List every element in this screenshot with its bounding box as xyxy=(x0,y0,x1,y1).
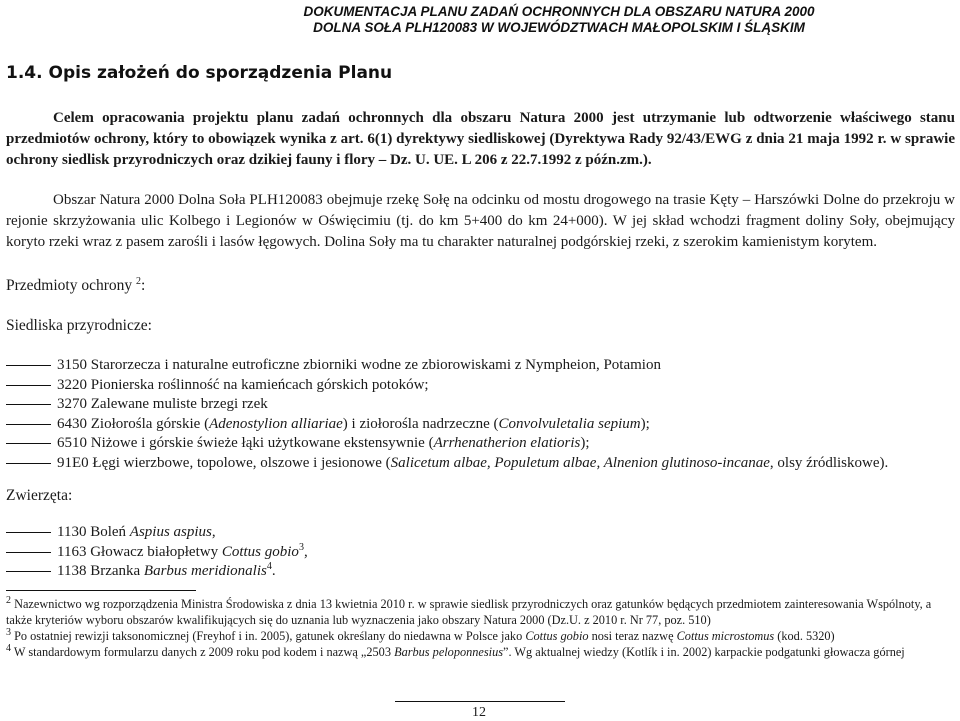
footnote-text: W standardowym formularzu danych z 2009 roku pod kodem i nazwą „2503 xyxy=(13,645,395,659)
list-item xyxy=(6,415,888,435)
list-item xyxy=(6,395,888,415)
habitat-text: 3270 Zalewane muliste brzegi rzek xyxy=(57,396,268,412)
header-line-1: DOKUMENTACJA PLANU ZADAŃ OCHRONNYCH DLA OBSZARU NATURA 2000 xyxy=(303,4,815,19)
dash-bullet xyxy=(6,365,51,366)
footnote-ref-4[interactable]: 4 xyxy=(266,561,272,572)
dash-bullet xyxy=(6,443,51,444)
species-text: 1130 Boleń xyxy=(57,524,130,540)
species-latin-name: Cottus gobio xyxy=(221,543,299,560)
footnote-latin-name: Cottus microstomus xyxy=(676,629,775,643)
habitat-text: ); xyxy=(640,415,650,432)
footnote-separator xyxy=(6,590,196,591)
footnote-4 xyxy=(6,642,956,661)
page-number: 12 xyxy=(472,705,486,720)
footnote-2 xyxy=(6,594,956,628)
dash-bullet xyxy=(6,385,51,386)
footnote-latin-name: Barbus peloponnesius xyxy=(394,645,504,659)
subjects-heading xyxy=(6,277,145,295)
list-item xyxy=(6,562,308,582)
footnote-number: 2 xyxy=(6,594,11,606)
habitat-text: , olsy źródliskowe). xyxy=(769,454,889,471)
dash-bullet xyxy=(6,463,51,464)
species-text: 1138 Brzanka xyxy=(57,563,144,579)
footnote-latin-name: Cottus gobio xyxy=(525,629,589,643)
dash-bullet xyxy=(6,552,51,553)
species-text: , xyxy=(303,543,308,560)
list-item xyxy=(6,454,888,474)
species-latin-name: Barbus meridionalis xyxy=(143,563,267,579)
species-text: , xyxy=(211,524,216,540)
dash-bullet xyxy=(6,404,51,405)
header-line-2: DOLNA SOŁA PLH120083 W WOJEWÓDZTWACH MAŁOPOLSKIM I ŚLĄSKIM xyxy=(313,20,805,35)
footnote-number: 3 xyxy=(6,626,11,638)
species-text: . xyxy=(271,563,276,579)
footnote-text: Po ostatniej rewizji taksonomicznej (Freyhof i in. 2005), gatunek określany do niedawna w Polsce jako xyxy=(14,629,526,643)
species-text: 1163 Głowacz białopłetwy xyxy=(57,543,222,560)
footnote-ref-3[interactable]: 3 xyxy=(298,541,304,553)
footnote-3 xyxy=(6,626,956,645)
running-header xyxy=(179,4,939,36)
habitats-heading: Siedliska przyrodnicze: xyxy=(6,317,152,334)
dash-bullet xyxy=(6,571,51,572)
page-number-rule xyxy=(395,701,565,702)
list-item xyxy=(6,543,308,563)
footnote-ref-2[interactable]: 2 xyxy=(136,275,142,287)
habitats-list xyxy=(6,356,888,473)
list-item xyxy=(6,356,888,376)
footnote-number: 4 xyxy=(6,642,11,654)
footnote-text: nosi teraz nazwę xyxy=(588,629,677,643)
area-description-paragraph: Obszar Natura 2000 Dolna Soła PLH120083 obejmuje rzekę Sołę na odcinku od mostu drogowego na trasie Kęty – Harszówki Dolne do przekroju w rejonie skrzyżowania ulic Kolbego i Legionów w Oświęcimiu (tj. do km 5+400 do km 24+000). W jej skład wchodzi fragment doliny Soły, obejmujący koryto rzeki wraz z pasem zarośli i lasów łęgowych. Dolina Soły ma tu charakter naturalnej podgórskiej rzeki, z szerokim kamienistym korytem. xyxy=(6,192,955,250)
subjects-colon: : xyxy=(141,277,146,294)
list-item xyxy=(6,434,888,454)
habitat-text: 3220 Pionierska roślinność na kamieńcach górskich potoków; xyxy=(57,376,429,393)
habitat-latin-name: Arrhenatherion elatioris xyxy=(433,435,581,451)
list-item xyxy=(6,376,888,396)
footnote-text: ”. Wg aktualnej wiedzy (Kotlík i in. 2002) karpackie podgatunki głowacza górnej xyxy=(503,645,905,659)
habitat-latin-name: Adenostylion alliariae xyxy=(209,415,343,432)
subjects-label: Przedmioty ochrony xyxy=(6,277,133,294)
habitat-latin-name: Salicetum albae, Populetum albae, Alnenion glutinoso-incanae xyxy=(390,454,770,471)
footnote-text: (kod. 5320) xyxy=(774,629,835,643)
habitat-text: ); xyxy=(580,435,590,451)
footnote-text: Nazewnictwo wg rozporządzenia Ministra Środowiska z dnia 13 kwietnia 2010 r. w sprawie siedlisk przyrodniczych oraz gatunków będących przedmiotem zainteresowania Wspólnoty, a także kryteriów wyboru obszarów kwalifikujących się do uznania lub wyznaczenia jako obszary Natura 2000 (Dz.U. z 2010 r. Nr 77, poz. 510) xyxy=(6,597,932,627)
section-title: 1.4. Opis założeń do sporządzenia Planu xyxy=(6,63,393,83)
habitat-text: 3150 Starorzecza i naturalne eutroficzne zbiorniki wodne ze zbiorowiskami z Nympheion, Potamion xyxy=(57,357,661,373)
intro-paragraph: Celem opracowania projektu planu zadań ochronnych dla obszaru Natura 2000 jest utrzymanie lub odtworzenie właściwego stanu przedmiotów ochrony, który to obowiązek wynika z art. 6(1) dyrektywy siedliskowej (Dyrektywa Rady 92/43/EWG z dnia 21 maja 1992 r. w sprawie ochrony siedlisk przyrodniczych oraz dzikiej fauny i flory – Dz. U. UE. L 206 z 22.7.1992 z późn.zm.). xyxy=(6,110,955,168)
habitat-text: 91E0 Łęgi wierzbowe, topolowe, olszowe i jesionowe ( xyxy=(57,454,391,471)
animals-heading: Zwierzęta: xyxy=(6,487,73,504)
habitat-text: 6430 Ziołorośla górskie ( xyxy=(57,415,210,432)
habitat-text: ) i ziołorośla nadrzeczne ( xyxy=(342,415,499,432)
list-item xyxy=(6,523,308,543)
animals-list xyxy=(6,523,308,582)
habitat-text: 6510 Niżowe i górskie świeże łąki użytkowane ekstensywnie ( xyxy=(57,435,434,451)
habitat-latin-name: Convolvuletalia sepium xyxy=(498,415,641,432)
dash-bullet xyxy=(6,424,51,425)
dash-bullet xyxy=(6,532,51,533)
species-latin-name: Aspius aspius xyxy=(129,524,212,540)
